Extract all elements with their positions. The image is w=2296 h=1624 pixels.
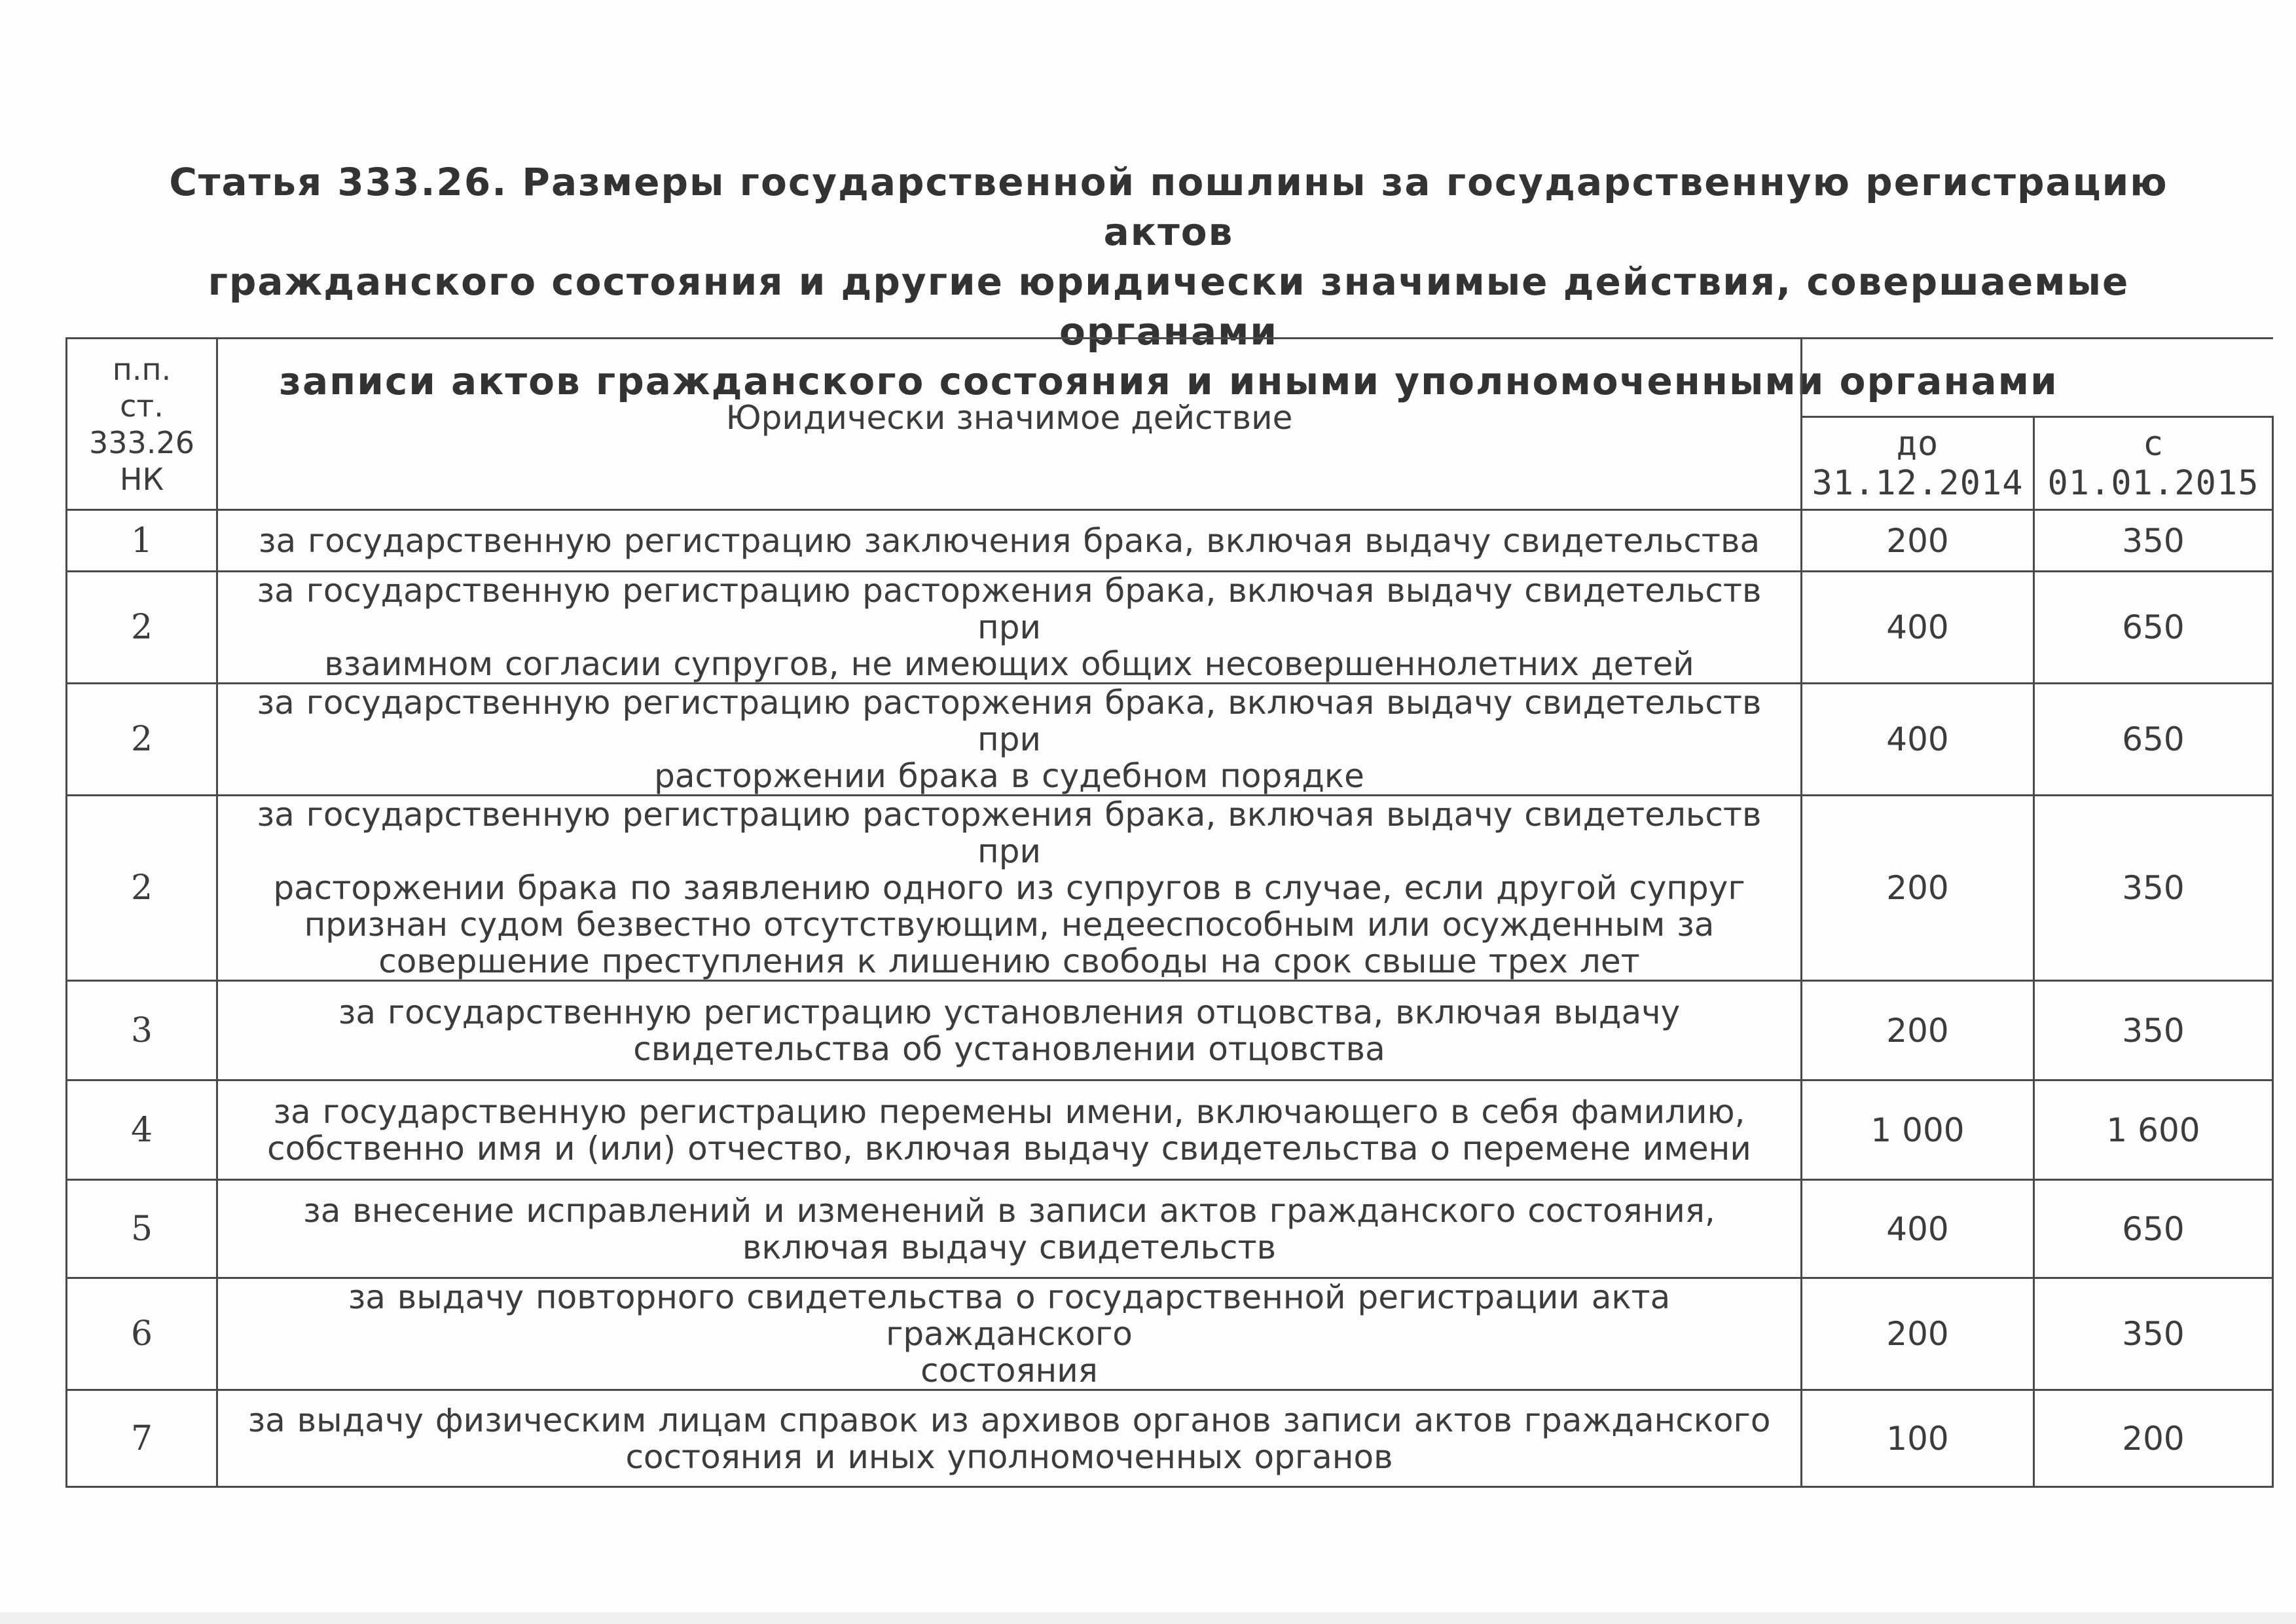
row-fee-after: 350 (2034, 981, 2273, 1080)
row-fee-before: 400 (1802, 684, 2034, 796)
table-row (67, 1080, 2273, 1180)
row-fee-after: 1 600 (2034, 1080, 2273, 1180)
table-row (67, 796, 2273, 981)
row-number: 7 (67, 1390, 217, 1487)
header-fee-before (1802, 417, 2034, 510)
header-fee-after (2034, 417, 2273, 510)
fee-table (65, 337, 2274, 1488)
action-line: свидетельства об установлении отцовства (633, 1029, 1385, 1068)
row-fee-before: 200 (1802, 796, 2034, 981)
row-action (217, 1390, 1802, 1487)
row-fee-before: 200 (1802, 1278, 2034, 1390)
table-row (67, 684, 2273, 796)
header-num-line: НК (119, 461, 164, 497)
row-action (217, 796, 1802, 981)
row-fee-before: 200 (1802, 981, 2034, 1080)
header-date-line: 01.01.2015 (2047, 463, 2259, 503)
row-number: 2 (67, 684, 217, 796)
row-fee-before: 100 (1802, 1390, 2034, 1487)
table-row (67, 1180, 2273, 1278)
action-line: собственно имя и (или) отчество, включая выдачу свидетельства о перемене имени (267, 1129, 1751, 1168)
row-fee-after: 650 (2034, 572, 2273, 684)
row-fee-after: 350 (2034, 1278, 2273, 1390)
title-line: записи актов гражданского состояния и иными уполномоченными органами (279, 359, 2058, 403)
row-fee-after: 350 (2034, 796, 2273, 981)
action-line: за государственную регистрацию расторжения брака, включая выдачу свидетельств при (257, 572, 1762, 646)
row-fee-after: 650 (2034, 1180, 2273, 1278)
table-header-row (67, 339, 2273, 417)
row-number: 4 (67, 1080, 217, 1180)
header-num-line: 333.26 (89, 424, 194, 460)
header-item-number (67, 339, 217, 510)
action-line: расторжении брака в судебном порядке (654, 757, 1364, 795)
row-number: 5 (67, 1180, 217, 1278)
action-line: состояния и иных уполномоченных органов (625, 1437, 1393, 1476)
row-action (217, 572, 1802, 684)
header-fee-group (1802, 339, 2273, 417)
row-action (217, 1278, 1802, 1390)
title-line: Статья 333.26. Размеры государственной пошлины за государственную регистрацию актов (169, 160, 2168, 254)
row-number: 6 (67, 1278, 217, 1390)
action-line: за внесение исправлений и изменений в записи актов гражданского состояния, (303, 1191, 1715, 1230)
row-action (217, 510, 1802, 572)
row-action (217, 1180, 1802, 1278)
action-line: состояния (920, 1352, 1098, 1390)
row-action (217, 981, 1802, 1080)
header-num-line: ст. (120, 388, 164, 424)
row-number: 3 (67, 981, 217, 1080)
row-action (217, 684, 1802, 796)
table-row (67, 981, 2273, 1080)
action-line: за государственную регистрацию перемены имени, включающего в себя фамилию, (273, 1092, 1745, 1131)
row-action (217, 1080, 1802, 1180)
action-line: за государственную регистрацию установления отцовства, включая выдачу (338, 993, 1681, 1031)
table-row (67, 1278, 2273, 1390)
row-number: 1 (67, 510, 217, 572)
row-fee-before: 400 (1802, 1180, 2034, 1278)
header-date-line: до (1896, 424, 1939, 464)
row-fee-after: 200 (2034, 1390, 2273, 1487)
action-line: признан судом безвестно отсутствующим, недееспособным или осужденным за (304, 906, 1715, 944)
row-fee-before: 400 (1802, 572, 2034, 684)
action-line: за выдачу физическим лицам справок из архивов органов записи актов гражданского (247, 1401, 1771, 1439)
action-line: включая выдачу свидетельств (742, 1228, 1277, 1266)
header-date-line: 31.12.2014 (1812, 463, 2024, 503)
title-line: гражданского состояния и другие юридически значимые действия, совершаемые органами (208, 259, 2130, 354)
row-number: 2 (67, 572, 217, 684)
action-line: расторжении брака по заявлению одного из супругов в случае, если другой супруг (273, 869, 1745, 907)
action-line: за государственную регистрацию расторжения брака, включая выдачу свидетельств при (257, 796, 1762, 870)
table-row (67, 510, 2273, 572)
row-fee-after: 650 (2034, 684, 2273, 796)
action-line: за выдачу повторного свидетельства о государственной регистрации акта гражданского (348, 1278, 1671, 1353)
table-row (67, 1390, 2273, 1487)
header-num-line: п.п. (112, 351, 172, 387)
row-fee-before: 200 (1802, 510, 2034, 572)
action-line: совершение преступления к лишению свободы на срок свыше трех лет (378, 942, 1640, 980)
table-row (67, 572, 2273, 684)
header-action: Юридически значимое действие (217, 339, 1802, 510)
row-fee-before: 1 000 (1802, 1080, 2034, 1180)
action-line: взаимном согласии супругов, не имеющих общих несовершеннолетних детей (324, 645, 1694, 683)
row-fee-after: 350 (2034, 510, 2273, 572)
scan-edge (0, 1612, 2296, 1624)
header-date-line: с (2142, 424, 2164, 464)
action-line: за государственную регистрацию расторжения брака, включая выдачу свидетельств при (257, 684, 1762, 758)
action-line: за государственную регистрацию заключения брака, включая выдачу свидетельства (258, 521, 1760, 560)
row-number: 2 (67, 796, 217, 981)
